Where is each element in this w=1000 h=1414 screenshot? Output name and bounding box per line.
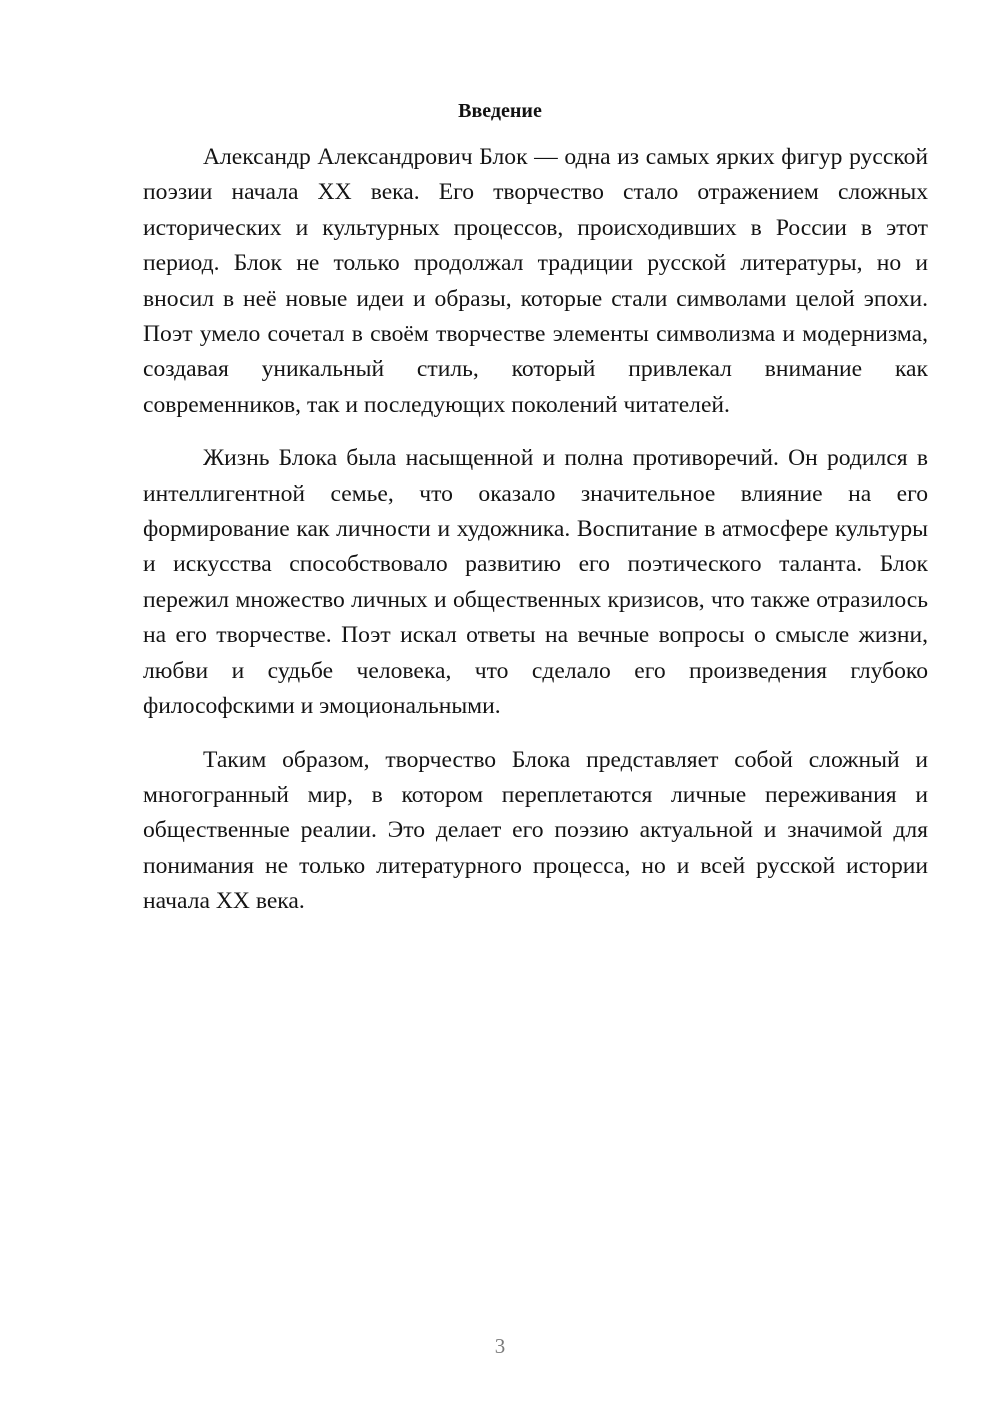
paragraph-introduction: Александр Александрович Блок — одна из самых ярких фигур русской поэзии начала XX века. Его творчество стало отражением сложных исторических и культурных процессов, происходивших в России в этот период. Блок не только продолжал традиции русской литературы, но и вносил в неё новые идеи и образы, которые стали символами целой эпохи. Поэт умело сочетал в своём творчестве элементы символизма и модернизма, создавая уникальный стиль, который привлекал внимание как современников, так и последующих поколений читателей. bbox=[143, 144, 928, 418]
paragraph-biography: Жизнь Блока была насыщенной и полна противоречий. Он родился в интеллигентной семье, что оказало значительное влияние на его формирование как личности и художника. Воспитание в атмосфере культуры и искусства способствовало развитию его поэтического таланта. Блок пережил множество личных и общественных кризисов, что также отразилось на его творчестве. Поэт искал ответы на вечные вопросы о смысле жизни, любви и судьбе человека, что сделало его произведения глубоко философскими и эмоциональными. bbox=[143, 445, 928, 720]
document-body bbox=[143, 140, 928, 938]
paragraph-conclusion: Таким образом, творчество Блока представляет собой сложный и многогранный мир, в котором переплетаются личные переживания и общественные реалии. Это делает его поэзию актуальной и значимой для понимания не только литературного процесса, но и всей русской истории начала XX века. bbox=[143, 746, 928, 915]
page-number: 3 bbox=[494, 1334, 506, 1358]
section-heading: Введение bbox=[458, 100, 542, 122]
